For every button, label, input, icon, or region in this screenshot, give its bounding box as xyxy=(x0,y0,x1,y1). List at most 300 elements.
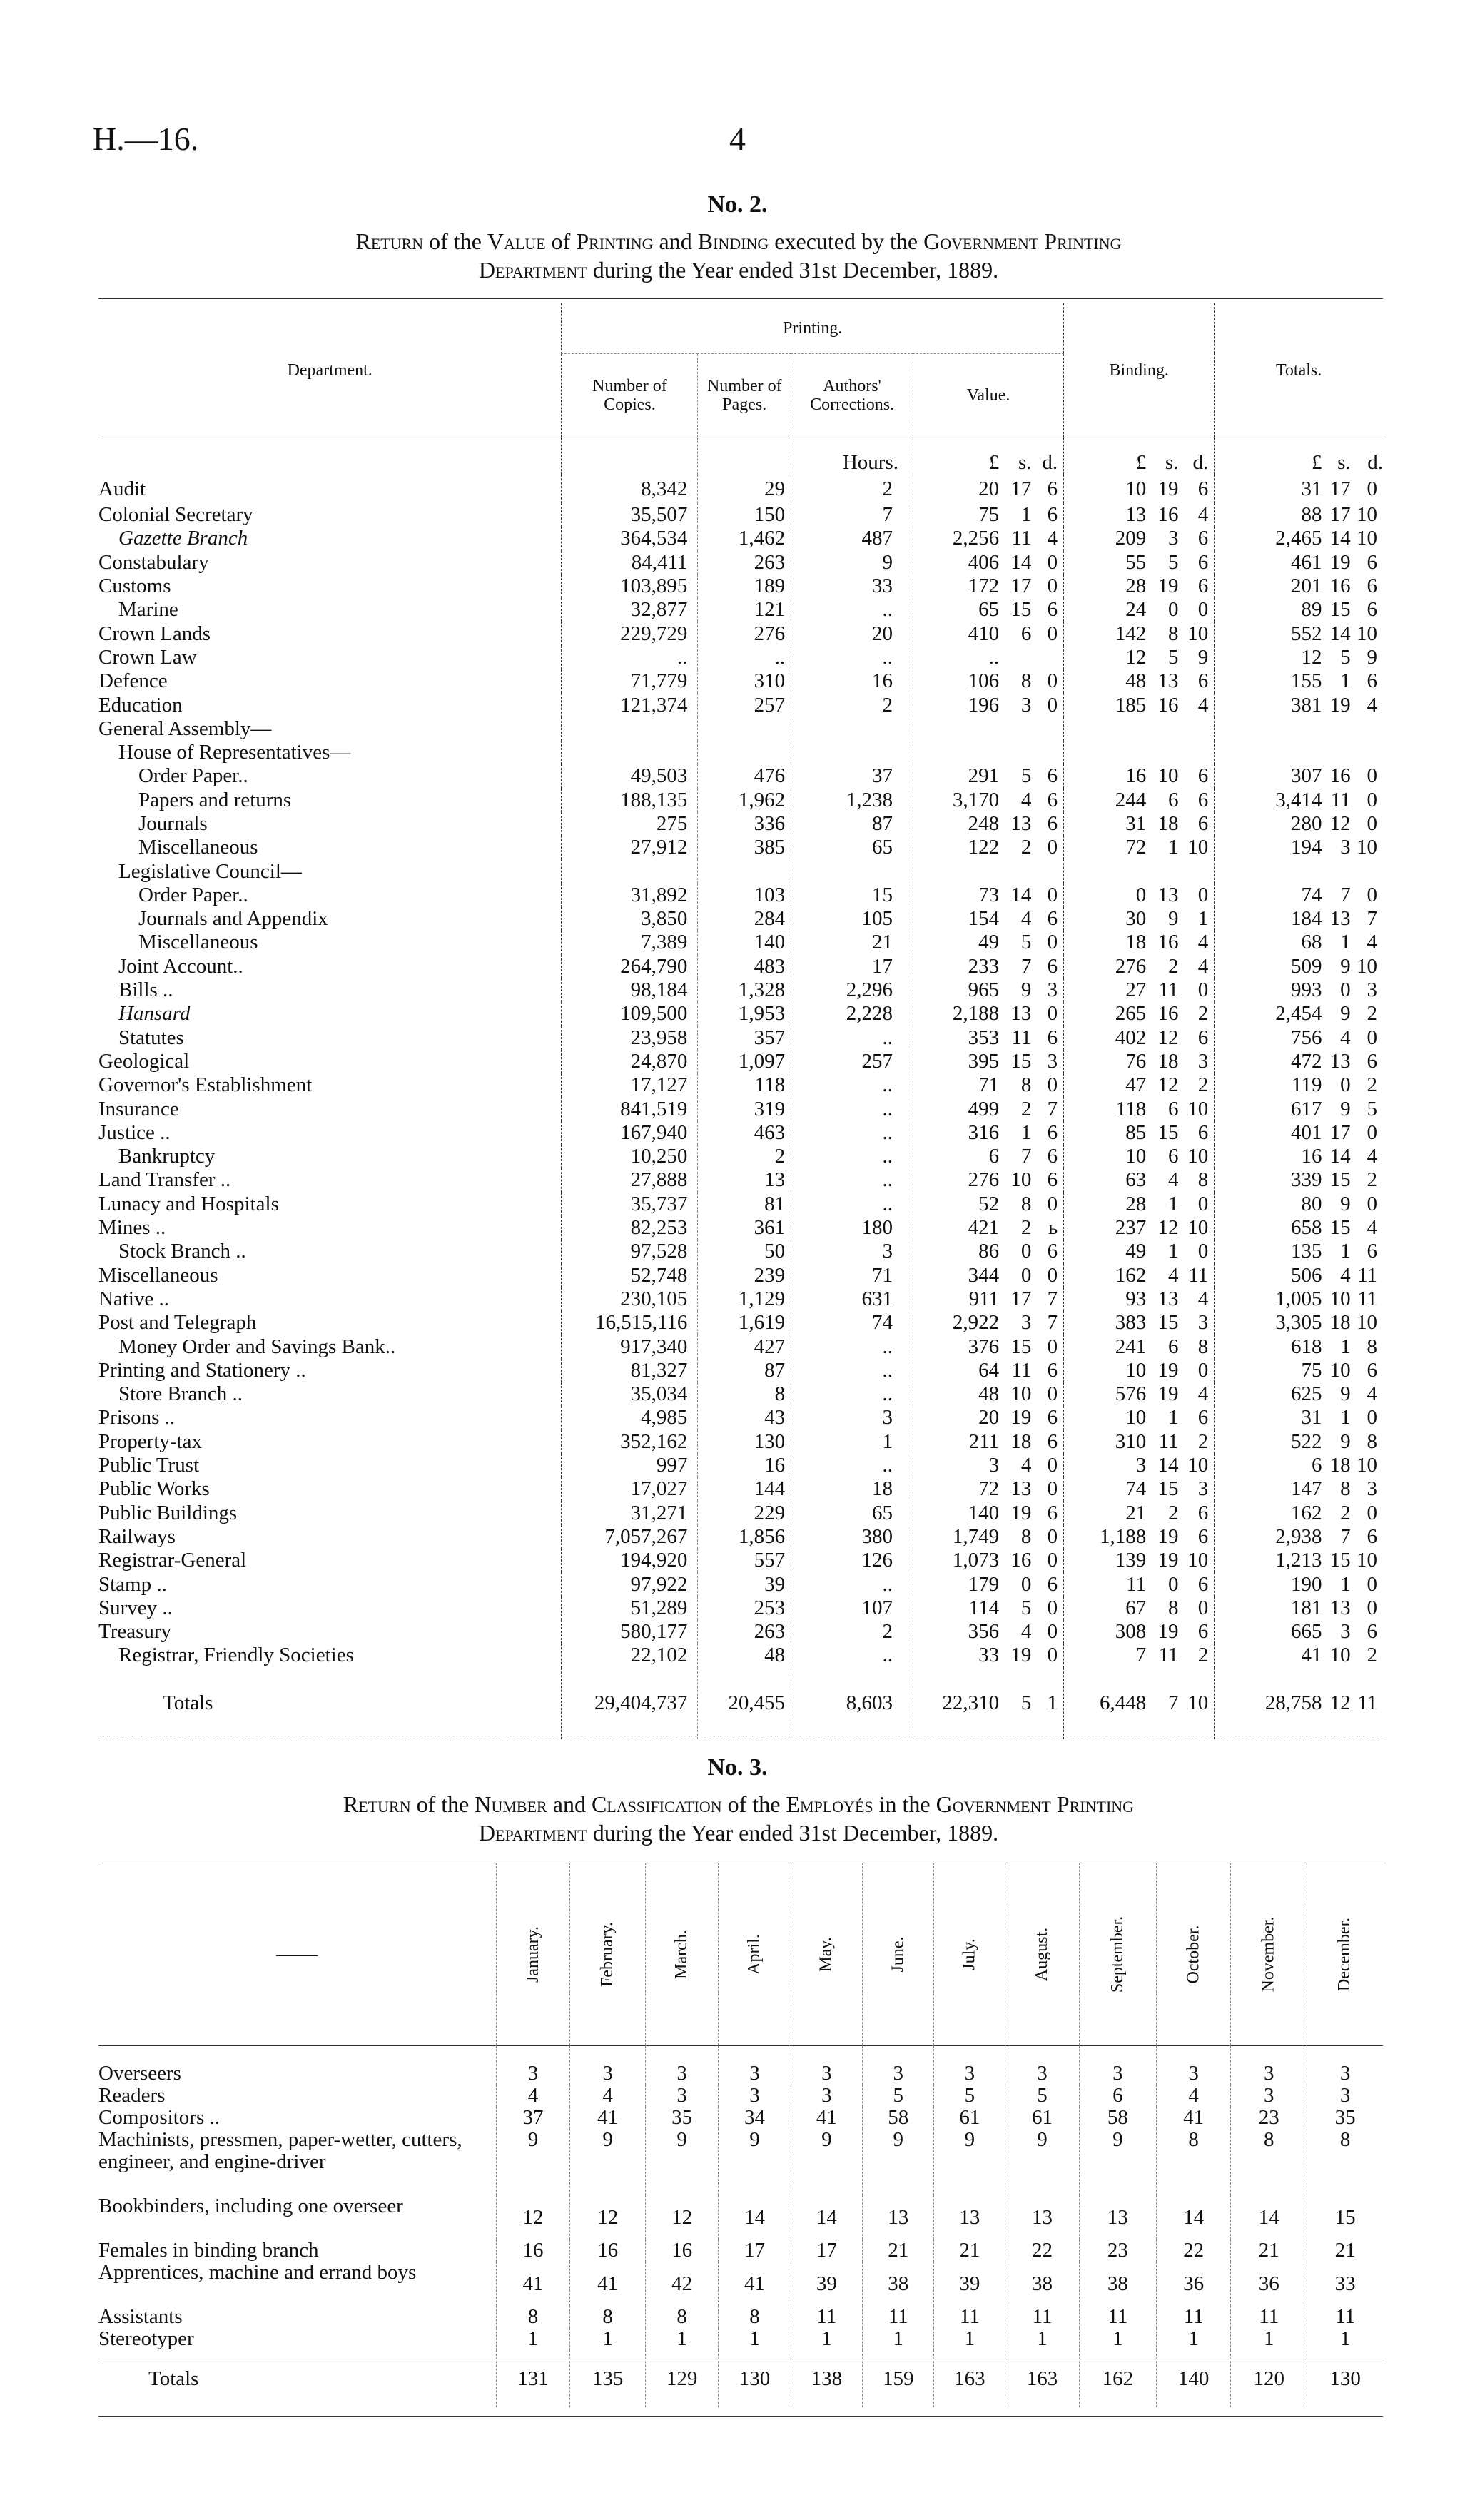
hours-cell: 37 xyxy=(791,764,913,788)
copies-cell: 167,940 xyxy=(562,1121,698,1145)
totals-shillings-cell: 1 xyxy=(1340,931,1351,954)
column-header-binding: Binding. xyxy=(1064,303,1215,437)
value-pence-cell: 0 xyxy=(1047,1192,1058,1215)
table-row xyxy=(98,789,1383,812)
binding-pounds-cell: 576 xyxy=(1064,1382,1147,1406)
month-count: 9 xyxy=(1079,2129,1156,2195)
totals-shillings-cell: 15 xyxy=(1329,1168,1351,1192)
hours-cell: 380 xyxy=(791,1525,913,1549)
binding-pence-cell: 6 xyxy=(1197,1620,1209,1644)
value-shillings-cell: 11 xyxy=(1011,527,1032,550)
totals-shillings-cell: 1 xyxy=(1340,1406,1351,1429)
month-count: 9 xyxy=(645,2129,719,2195)
copies-cell: 97,922 xyxy=(562,1572,698,1596)
value-pounds-cell: 421 xyxy=(913,1216,1000,1240)
totals-pounds-cell: 89 xyxy=(1215,598,1322,622)
department-name: Defence xyxy=(98,669,168,693)
department-name: Lunacy and Hospitals xyxy=(98,1192,279,1215)
month-count: 39 xyxy=(934,2262,1005,2306)
value-shillings-cell: 10 xyxy=(1010,1168,1032,1192)
binding-pounds-cell: 16 xyxy=(1064,764,1147,788)
table3-title-line1: Return of the Number and Classification of the Employés in the Government Printing xyxy=(343,1791,1135,1817)
totals-pounds-cell: 184 xyxy=(1215,907,1322,931)
department-name: Customs xyxy=(98,575,171,598)
value-pence-cell: 0 xyxy=(1047,1073,1058,1097)
month-total: 163 xyxy=(934,2350,1005,2407)
value-pounds-cell: 316 xyxy=(913,1121,1000,1145)
binding-shillings-cell: 13 xyxy=(1157,883,1179,906)
copies-cell: 27,888 xyxy=(562,1168,698,1192)
binding-pounds-cell: 310 xyxy=(1064,1430,1147,1454)
totals-pence-cell: 10 xyxy=(1357,622,1377,645)
table-row xyxy=(98,884,1383,907)
empty-cell xyxy=(1215,741,1322,764)
binding-shillings-cell: 19 xyxy=(1157,1358,1179,1382)
value-pounds-cell: 172 xyxy=(913,575,1000,598)
department-name: Registrar-General xyxy=(98,1549,247,1572)
totals-pounds-cell: 31 xyxy=(1215,475,1322,503)
month-count: 3 xyxy=(1231,2045,1307,2085)
totals-shillings-cell: 3 xyxy=(1340,836,1351,859)
binding-shillings-cell: 2 xyxy=(1167,1501,1179,1524)
binding-pounds-cell: 47 xyxy=(1064,1073,1147,1097)
table3-title xyxy=(93,1790,1384,1847)
value-pence-cell: 6 xyxy=(1047,1501,1058,1524)
binding-pence-cell: 1 xyxy=(1197,907,1209,931)
totals-pounds-cell: 74 xyxy=(1215,884,1322,907)
totals-pounds-cell: 3,305 xyxy=(1215,1311,1322,1335)
value-shillings-cell: 7 xyxy=(1020,954,1032,978)
totals-shillings-cell: 8 xyxy=(1340,1477,1351,1501)
empty-cell xyxy=(1351,859,1383,883)
totals-shillings-cell: 10 xyxy=(1329,1358,1351,1382)
month-count: 17 xyxy=(791,2240,862,2262)
empty-cell xyxy=(1146,741,1178,764)
copies-cell: 4,985 xyxy=(562,1406,698,1429)
table-row xyxy=(98,1002,1383,1026)
pages-cell: 427 xyxy=(698,1335,791,1358)
pages-cell: 39 xyxy=(698,1572,791,1596)
totals-shillings-cell: 4 xyxy=(1340,1026,1351,1049)
binding-pence-cell: 9 xyxy=(1197,645,1209,669)
hours-cell: 1,238 xyxy=(791,789,913,812)
binding-pence-cell: 6 xyxy=(1197,550,1209,574)
month-label: September. xyxy=(1107,1916,1127,1993)
binding-shillings-cell: 5 xyxy=(1167,645,1179,669)
month-total: 130 xyxy=(1307,2350,1383,2407)
pages-cell: 150 xyxy=(698,503,791,527)
binding-pence-cell: 6 xyxy=(1197,812,1209,835)
month-count: 38 xyxy=(1079,2262,1156,2306)
copies-cell: 35,507 xyxy=(562,503,698,527)
value-pence-cell: 6 xyxy=(1047,598,1058,622)
binding-pounds-cell: 3 xyxy=(1064,1454,1147,1477)
binding-shillings-cell: 19 xyxy=(1157,1549,1179,1572)
copies-cell: 917,340 xyxy=(562,1335,698,1358)
total-totals-shillings: 12 xyxy=(1329,1691,1351,1715)
month-count: 9 xyxy=(1005,2129,1079,2195)
totals-pounds-cell: 2,938 xyxy=(1215,1525,1322,1549)
binding-pounds-cell: 12 xyxy=(1064,646,1147,669)
totals-pounds-cell: 339 xyxy=(1215,1168,1322,1192)
table-row xyxy=(98,764,1383,788)
value-pence-cell: 6 xyxy=(1047,954,1058,978)
binding-shillings-cell: 6 xyxy=(1167,788,1179,811)
hours-cell: 3 xyxy=(791,1406,913,1429)
department-name: Mines .. xyxy=(98,1216,166,1240)
binding-pounds-cell: 185 xyxy=(1064,693,1147,717)
value-pence-cell: 0 xyxy=(1047,1524,1058,1548)
month-count: 3 xyxy=(1157,2045,1231,2085)
month-count: 38 xyxy=(862,2262,933,2306)
value-pound-unit: £ xyxy=(913,437,1000,475)
binding-pounds-cell: 28 xyxy=(1064,575,1147,598)
totals-pence-cell: 9 xyxy=(1367,645,1377,669)
binding-pounds-cell: 383 xyxy=(1064,1311,1147,1335)
totals-pence-cell: 4 xyxy=(1367,693,1377,717)
table-row xyxy=(98,1121,1383,1145)
copies-cell: 22,102 xyxy=(562,1644,698,1667)
value-pounds-cell: 33 xyxy=(913,1644,1000,1667)
binding-shillings-cell: 4 xyxy=(1167,1168,1179,1192)
hours-cell: .. xyxy=(791,1644,913,1667)
totals-shillings-cell: 12 xyxy=(1329,812,1351,835)
binding-pence-cell: 2 xyxy=(1197,1073,1209,1097)
empty-cell xyxy=(562,859,698,883)
binding-pence-cell: 6 xyxy=(1197,1026,1209,1049)
month-header xyxy=(645,1863,719,2045)
binding-shillings-cell: 4 xyxy=(1167,1263,1179,1287)
totals-pounds-cell: 68 xyxy=(1215,931,1322,954)
value-shillings-cell: 0 xyxy=(1020,1263,1032,1287)
month-count: 36 xyxy=(1231,2262,1307,2306)
table-row xyxy=(98,859,1383,883)
value-pence-cell xyxy=(1031,646,1063,669)
value-pence-cell: 0 xyxy=(1047,931,1058,954)
binding-pence-cell: 2 xyxy=(1197,1644,1209,1667)
value-shillings-cell: 2 xyxy=(1020,1216,1032,1240)
binding-shillings-cell: 14 xyxy=(1157,1454,1179,1477)
table-row xyxy=(98,741,1383,764)
department-name: Order Paper.. xyxy=(138,883,248,906)
totals-shilling-unit: s. xyxy=(1337,451,1351,474)
month-label: October. xyxy=(1184,1925,1203,1983)
binding-shillings-cell: 15 xyxy=(1157,1311,1179,1335)
month-count: 11 xyxy=(862,2306,933,2328)
value-pence-cell: 0 xyxy=(1047,1263,1058,1287)
month-count: 13 xyxy=(1005,2195,1079,2240)
table-row xyxy=(98,503,1383,527)
binding-shillings-cell: 2 xyxy=(1167,954,1179,978)
value-pence-cell: 0 xyxy=(1047,1549,1058,1572)
totals-pounds-cell: 88 xyxy=(1215,503,1322,527)
binding-pounds-cell: 237 xyxy=(1064,1216,1147,1240)
value-pence-cell: 6 xyxy=(1047,907,1058,931)
month-total: 159 xyxy=(862,2350,933,2407)
total-binding-pounds: 6,448 xyxy=(1064,1668,1147,1739)
department-name: Legislative Council— xyxy=(118,859,302,883)
month-count: 21 xyxy=(862,2240,933,2262)
value-pence-cell: 7 xyxy=(1047,1097,1058,1120)
binding-shillings-cell: 18 xyxy=(1157,812,1179,835)
printing-value-table xyxy=(98,303,1383,1739)
totals-pounds-cell: 41 xyxy=(1215,1644,1322,1667)
binding-pounds-cell: 49 xyxy=(1064,1240,1147,1263)
totals-label: Totals xyxy=(148,2367,199,2390)
totals-pounds-cell: 756 xyxy=(1215,1026,1322,1050)
binding-shillings-cell: 3 xyxy=(1167,527,1179,550)
column-header-value: Value. xyxy=(913,353,1064,437)
binding-shillings-cell: 16 xyxy=(1157,693,1179,717)
totals-pounds-cell: 506 xyxy=(1215,1264,1322,1287)
value-pence-cell: 0 xyxy=(1047,883,1058,906)
department-name: Bills .. xyxy=(118,978,173,1002)
month-count: 14 xyxy=(1231,2195,1307,2240)
copies-cell: 98,184 xyxy=(562,978,698,1002)
pages-cell: 29 xyxy=(698,475,791,503)
table-row xyxy=(98,907,1383,931)
totals-pounds-cell: 401 xyxy=(1215,1121,1322,1145)
binding-shillings-cell: 6 xyxy=(1167,1335,1179,1358)
month-count: 5 xyxy=(934,2085,1005,2107)
binding-pounds-cell: 244 xyxy=(1064,789,1147,812)
department-name: Journals and Appendix xyxy=(138,907,328,931)
department-name: Education xyxy=(98,693,183,717)
totals-pence-cell: 7 xyxy=(1367,907,1377,931)
binding-pence-cell: 6 xyxy=(1197,527,1209,550)
total-value-pounds: 22,310 xyxy=(913,1668,1000,1739)
binding-pence-cell: 3 xyxy=(1197,1311,1209,1335)
month-label: August. xyxy=(1033,1927,1052,1981)
copies-cell: 121,374 xyxy=(562,693,698,717)
value-pence-cell: 0 xyxy=(1047,1620,1058,1644)
pages-cell: 1,097 xyxy=(698,1050,791,1073)
empty-cell xyxy=(1351,717,1383,741)
department-name: Geological xyxy=(98,1049,190,1073)
binding-pence-cell: 11 xyxy=(1188,1263,1209,1287)
column-header-authors-corrections: Authors' Corrections. xyxy=(791,353,913,437)
month-count: 6 xyxy=(1079,2085,1156,2107)
value-shillings-cell: 11 xyxy=(1011,1026,1032,1049)
value-shillings-cell xyxy=(999,646,1031,669)
hours-cell: .. xyxy=(791,1121,913,1145)
totals-pence-cell: 6 xyxy=(1367,1524,1377,1548)
month-count: 21 xyxy=(1307,2240,1383,2262)
pages-cell: 361 xyxy=(698,1216,791,1240)
pages-cell: 48 xyxy=(698,1644,791,1667)
month-count: 4 xyxy=(1157,2085,1231,2107)
value-pounds-cell: 248 xyxy=(913,812,1000,836)
totals-pence-cell: 0 xyxy=(1367,764,1377,788)
totals-pence-cell: 0 xyxy=(1367,1572,1377,1596)
binding-pounds-cell: 24 xyxy=(1064,598,1147,622)
value-pounds-cell: 2,256 xyxy=(913,527,1000,550)
binding-pence-cell: 2 xyxy=(1197,1429,1209,1453)
empty-cell xyxy=(1178,741,1214,764)
binding-pence-cell: 4 xyxy=(1197,693,1209,717)
binding-pounds-cell: 76 xyxy=(1064,1050,1147,1073)
table2-title-line1: Return of the Value of Printing and Binding executed by the Government Printing xyxy=(355,228,1122,254)
copies-cell: 8,342 xyxy=(562,475,698,503)
value-pence-cell: 6 xyxy=(1047,1120,1058,1144)
value-shillings-cell: 4 xyxy=(1020,1620,1032,1644)
month-count: 23 xyxy=(1231,2107,1307,2129)
hours-cell: 65 xyxy=(791,836,913,859)
value-pence-cell: 0 xyxy=(1047,1002,1058,1026)
binding-pounds-cell: 30 xyxy=(1064,907,1147,931)
totals-shillings-cell: 18 xyxy=(1329,1454,1351,1477)
copies-cell: 81,327 xyxy=(562,1359,698,1382)
binding-pounds-cell: 55 xyxy=(1064,551,1147,575)
copies-cell: 24,870 xyxy=(562,1050,698,1073)
totals-pounds-cell: 181 xyxy=(1215,1596,1322,1620)
hours-cell: 33 xyxy=(791,575,913,598)
hours-cell: 1 xyxy=(791,1430,913,1454)
binding-pounds-cell: 7 xyxy=(1064,1644,1147,1667)
hours-cell: 7 xyxy=(791,503,913,527)
month-count: 14 xyxy=(719,2195,791,2240)
binding-pence-cell: 4 xyxy=(1197,931,1209,954)
value-pence-cell: 0 xyxy=(1047,669,1058,693)
hours-cell: .. xyxy=(791,1382,913,1406)
value-pounds-cell: 499 xyxy=(913,1097,1000,1120)
pages-cell: 16 xyxy=(698,1454,791,1477)
pages-cell: 310 xyxy=(698,669,791,693)
hours-cell: .. xyxy=(791,1168,913,1192)
pages-cell: 121 xyxy=(698,598,791,622)
month-header xyxy=(1307,1863,1383,2045)
month-header xyxy=(570,1863,645,2045)
value-shillings-cell: 0 xyxy=(1020,1572,1032,1596)
totals-pence-cell: 0 xyxy=(1367,1026,1377,1049)
month-count: 41 xyxy=(1157,2107,1231,2129)
table-row xyxy=(98,931,1383,954)
total-pages: 20,455 xyxy=(698,1668,791,1739)
employee-class: Compositors .. xyxy=(98,2106,220,2129)
binding-pounds-cell: 11 xyxy=(1064,1572,1147,1596)
value-pounds-cell: 48 xyxy=(913,1382,1000,1406)
binding-shillings-cell: 19 xyxy=(1157,1620,1179,1644)
totals-shillings-cell: 13 xyxy=(1329,1049,1351,1073)
totals-pounds-cell: 80 xyxy=(1215,1193,1322,1216)
copies-cell: 84,411 xyxy=(562,551,698,575)
totals-shillings-cell: 1 xyxy=(1340,1240,1351,1263)
totals-pence-cell: 0 xyxy=(1367,1596,1377,1619)
binding-pence-cell: 10 xyxy=(1187,1097,1209,1120)
table-row xyxy=(98,1382,1383,1406)
month-count: 3 xyxy=(1079,2045,1156,2085)
value-shillings-cell: 3 xyxy=(1020,1311,1032,1335)
table-row xyxy=(98,836,1383,859)
month-count: 9 xyxy=(496,2129,570,2195)
hours-cell: 2 xyxy=(791,475,913,503)
hours-cell: .. xyxy=(791,1454,913,1477)
binding-pence-cell: 0 xyxy=(1197,883,1209,906)
value-pence-cell: 6 xyxy=(1047,1026,1058,1049)
binding-pounds-cell: 10 xyxy=(1064,1145,1147,1168)
department-name: Public Trust xyxy=(98,1454,200,1477)
totals-pounds-cell: 135 xyxy=(1215,1240,1322,1263)
copies-cell: 7,389 xyxy=(562,931,698,954)
copies-cell: 580,177 xyxy=(562,1620,698,1644)
table-row xyxy=(98,1264,1383,1287)
value-pounds-cell: 140 xyxy=(913,1501,1000,1524)
value-pounds-cell: 410 xyxy=(913,622,1000,645)
totals-pence-cell: 6 xyxy=(1367,1049,1377,1073)
value-pounds-cell: 291 xyxy=(913,764,1000,788)
hours-cell: 15 xyxy=(791,884,913,907)
value-pence-cell: 0 xyxy=(1047,622,1058,645)
pages-cell: 1,462 xyxy=(698,527,791,550)
totals-pence-cell: 11 xyxy=(1357,1263,1377,1287)
binding-shillings-cell: 9 xyxy=(1167,907,1179,931)
binding-shillings-cell: 5 xyxy=(1167,550,1179,574)
month-count: 9 xyxy=(862,2129,933,2195)
value-pence-cell: 4 xyxy=(1047,527,1058,550)
month-count: 39 xyxy=(791,2262,862,2306)
value-pence-cell: 7 xyxy=(1047,1311,1058,1335)
binding-pounds-cell: 13 xyxy=(1064,503,1147,527)
totals-shillings-cell: 9 xyxy=(1340,1382,1351,1406)
value-shillings-cell: 1 xyxy=(1020,503,1032,527)
value-pounds-cell: 114 xyxy=(913,1596,1000,1620)
totals-pence-cell: 0 xyxy=(1367,788,1377,811)
empty-cell xyxy=(1351,741,1383,764)
table-row xyxy=(98,2129,1383,2195)
totals-pence-cell: 10 xyxy=(1357,954,1377,978)
month-label: May. xyxy=(816,1936,836,1972)
binding-pounds-cell: 0 xyxy=(1064,884,1147,907)
month-count: 14 xyxy=(791,2195,862,2240)
table-row xyxy=(98,2306,1383,2328)
binding-pence-cell: 2 xyxy=(1197,1002,1209,1026)
month-header xyxy=(1079,1863,1156,2045)
value-pence-cell: 0 xyxy=(1047,1596,1058,1619)
totals-shillings-cell: 9 xyxy=(1340,1429,1351,1453)
binding-pounds-cell: 63 xyxy=(1064,1168,1147,1192)
totals-pence-cell: 0 xyxy=(1367,1120,1377,1144)
binding-pence-cell: 6 xyxy=(1197,477,1209,500)
month-label: March. xyxy=(672,1929,691,1979)
totals-pounds-cell: 280 xyxy=(1215,812,1322,836)
copies-cell: 364,534 xyxy=(562,527,698,550)
table-row xyxy=(98,2107,1383,2129)
binding-shillings-cell: 11 xyxy=(1158,1429,1179,1453)
month-count: 5 xyxy=(1005,2085,1079,2107)
month-count: 23 xyxy=(1079,2240,1156,2262)
month-count: 11 xyxy=(1157,2306,1231,2328)
binding-shillings-cell: 16 xyxy=(1157,1002,1179,1026)
table-row xyxy=(98,2045,1383,2085)
value-pounds-cell: .. xyxy=(913,646,1000,669)
empty-cell xyxy=(791,741,913,764)
totals-pounds-cell: 618 xyxy=(1215,1335,1322,1358)
binding-pence-cell: 8 xyxy=(1197,1168,1209,1192)
totals-pounds-cell: 665 xyxy=(1215,1620,1322,1644)
department-name: General Assembly— xyxy=(98,717,272,740)
hours-cell: .. xyxy=(791,1145,913,1168)
empty-cell xyxy=(1146,859,1178,883)
value-pounds-cell: 20 xyxy=(913,1406,1000,1429)
hours-cell: 180 xyxy=(791,1216,913,1240)
totals-shillings-cell: 13 xyxy=(1329,907,1351,931)
month-total: 140 xyxy=(1157,2350,1231,2407)
value-shilling-unit: s. xyxy=(1018,451,1032,474)
empty-cell xyxy=(1064,741,1147,764)
copies-cell: 52,748 xyxy=(562,1264,698,1287)
binding-pounds-cell: 265 xyxy=(1064,1002,1147,1026)
pages-cell: 1,619 xyxy=(698,1311,791,1335)
